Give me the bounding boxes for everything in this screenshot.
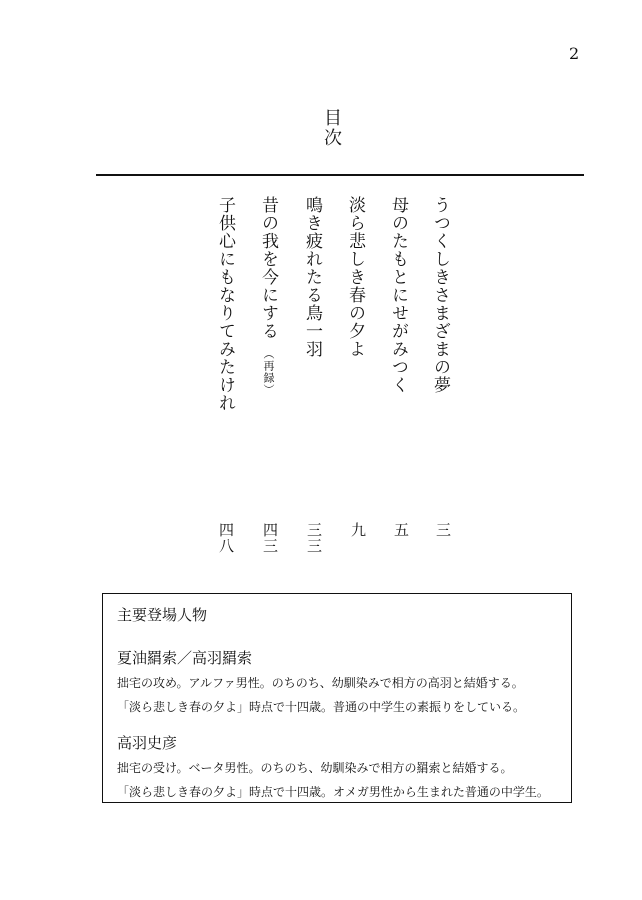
toc-entry-title: 母のたもとにせがみつく [388,196,408,394]
character-entry [117,647,557,716]
toc-entry-2 [383,196,413,394]
toc-entry-title: 鳴き疲れたる鳥一羽 [302,196,322,358]
toc-page-6: 四八 [217,522,235,554]
toc-entry-note: （再録） [262,348,275,396]
toc-entry-4 [297,196,327,358]
toc-page-5: 四三 [261,522,279,554]
toc-entry-3 [340,196,370,358]
toc-entry-title: 昔の我を今にする [258,196,278,340]
character-description: 拙宅の受け。ベータ男性。のちのち、幼馴染みで相方の羂索と結婚する。 [117,761,513,775]
toc-page-4: 三三 [305,522,323,554]
toc-entry-1 [425,196,455,394]
toc-page-2: 五 [392,522,410,538]
character-box-heading: 主要登場人物 [117,606,208,624]
toc-entry-5 [253,196,283,396]
toc-entry-title: 子供心にもなりてみたけれ [215,196,235,412]
toc-page-1: 三 [434,522,452,538]
page-number: 2 [569,44,580,63]
toc-entry-6 [210,196,240,412]
character-description: 「淡ら悲しき春の夕よ」時点で十四歳。オメガ男性から生まれた普通の中学生。 [117,785,549,799]
character-description: 拙宅の攻め。アルファ男性。のちのち、幼馴染みで相方の高羽と結婚する。 [117,676,524,690]
character-box [102,593,572,803]
character-description: 「淡ら悲しき春の夕よ」時点で十四歳。普通の中学生の素振りをしている。 [117,700,526,714]
toc-title: 目次 [321,108,342,148]
toc-entry-title: 淡ら悲しき春の夕よ [345,196,365,358]
toc-page-3: 九 [349,522,367,538]
character-name: 夏油羂索／高羽羂索 [117,649,253,667]
character-entry [117,732,557,801]
toc-entry-title: うつくしきさまざまの夢 [430,196,450,394]
divider-rule [96,174,584,176]
character-name: 高羽史彦 [117,734,178,752]
